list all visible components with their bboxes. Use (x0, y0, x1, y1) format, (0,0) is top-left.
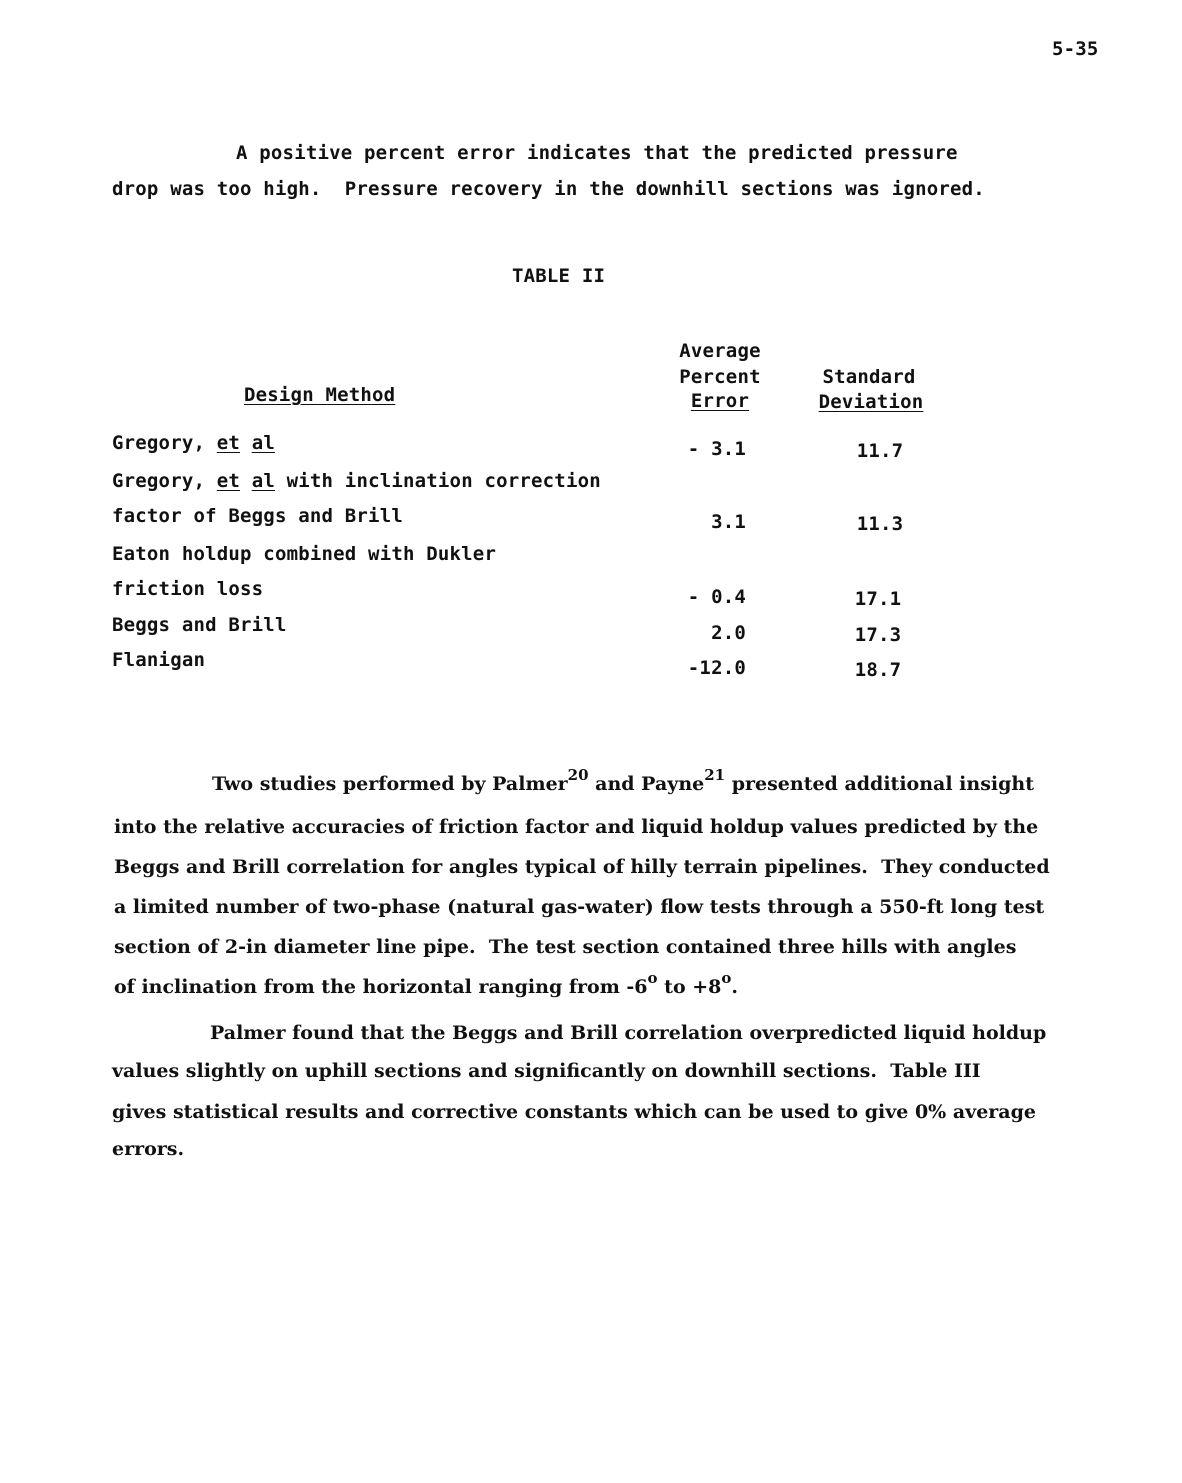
page-number: 5-35 (1052, 38, 1099, 60)
para-1-line-1-b: and Payne (588, 773, 705, 795)
row-2-method-et: et (216, 470, 241, 492)
para-1-line-6 (114, 968, 739, 998)
row-1-method (112, 432, 275, 454)
footnote-ref-20: 20 (567, 765, 589, 784)
row-4-error: 2.0 (711, 622, 746, 644)
row-2-std: 11.3 (856, 513, 904, 535)
para-1-line-2: into the relative accuracies of friction factor and liquid holdup values predicted by the (114, 816, 1039, 838)
row-5-error: -12.0 (687, 657, 746, 679)
row-2-method-line-2: factor of Beggs and Brill (112, 505, 403, 527)
row-2-method-line-1 (112, 470, 601, 492)
intro-line-2: drop was too high. Pressure recovery in the downhill sections was ignored. (112, 178, 985, 200)
header-error-line-2: Percent (679, 366, 761, 388)
para-1-line-5: section of 2-in diameter line pipe. The test section contained three hills with angles (114, 936, 1017, 958)
row-2-method-b: with inclination correction (274, 470, 601, 492)
header-error-line-1: Average (679, 340, 761, 362)
row-4-std: 17.3 (854, 624, 902, 646)
para-1-line-1 (212, 765, 1035, 795)
row-1-error: - 3.1 (687, 438, 746, 460)
header-design-method: Design Method (244, 384, 396, 406)
para-2-line-2: values slightly on uphill sections and significantly on downhill sections. Table III (112, 1060, 981, 1082)
degree-sup-1: o (647, 968, 658, 987)
footnote-ref-21: 21 (704, 765, 726, 784)
para-1-line-3: Beggs and Brill correlation for angles typical of hilly terrain pipelines. They conducted (114, 856, 1050, 878)
row-5-method: Flanigan (112, 649, 206, 671)
para-1-line-1-c: presented additional insight (725, 773, 1035, 795)
para-1-line-4: a limited number of two-phase (natural gas-water) flow tests through a 550-ft long test (114, 896, 1045, 918)
degree-sup-2: o (721, 968, 732, 987)
row-4-method: Beggs and Brill (112, 614, 287, 636)
para-1-line-6-c: . (731, 976, 739, 998)
para-2-line-4: errors. (112, 1138, 185, 1160)
row-5-std: 18.7 (854, 659, 902, 681)
row-2-error: 3.1 (711, 511, 746, 533)
row-1-method-et: et (216, 432, 241, 454)
para-1-line-1-a: Two studies performed by Palmer (212, 773, 568, 795)
para-1-line-6-b: to +8 (657, 976, 722, 998)
row-1-method-a: Gregory, (112, 432, 217, 454)
intro-line-1: A positive percent error indicates that the predicted pressure (236, 142, 958, 164)
header-error-line-3: Error (690, 390, 750, 412)
row-1-std: 11.7 (856, 440, 904, 462)
para-2-line-3: gives statistical results and corrective constants which can be used to give 0% average (112, 1101, 1036, 1123)
row-3-error: - 0.4 (687, 586, 746, 608)
row-3-std: 17.1 (854, 588, 902, 610)
row-3-method-line-2: friction loss (112, 578, 264, 600)
header-std-line-2: Deviation (818, 391, 924, 413)
header-std-line-1: Standard (822, 366, 916, 388)
para-1-line-6-a: of inclination from the horizontal ranging from -6 (114, 976, 648, 998)
row-1-method-al: al (251, 432, 275, 454)
row-2-method-al: al (251, 470, 275, 492)
table-title: TABLE II (512, 265, 606, 287)
row-3-method-line-1: Eaton holdup combined with Dukler (112, 543, 497, 565)
para-2-line-1: Palmer found that the Beggs and Brill correlation overpredicted liquid holdup (210, 1022, 1047, 1044)
row-2-method-a: Gregory, (112, 470, 217, 492)
row-1-method-space (240, 432, 252, 454)
